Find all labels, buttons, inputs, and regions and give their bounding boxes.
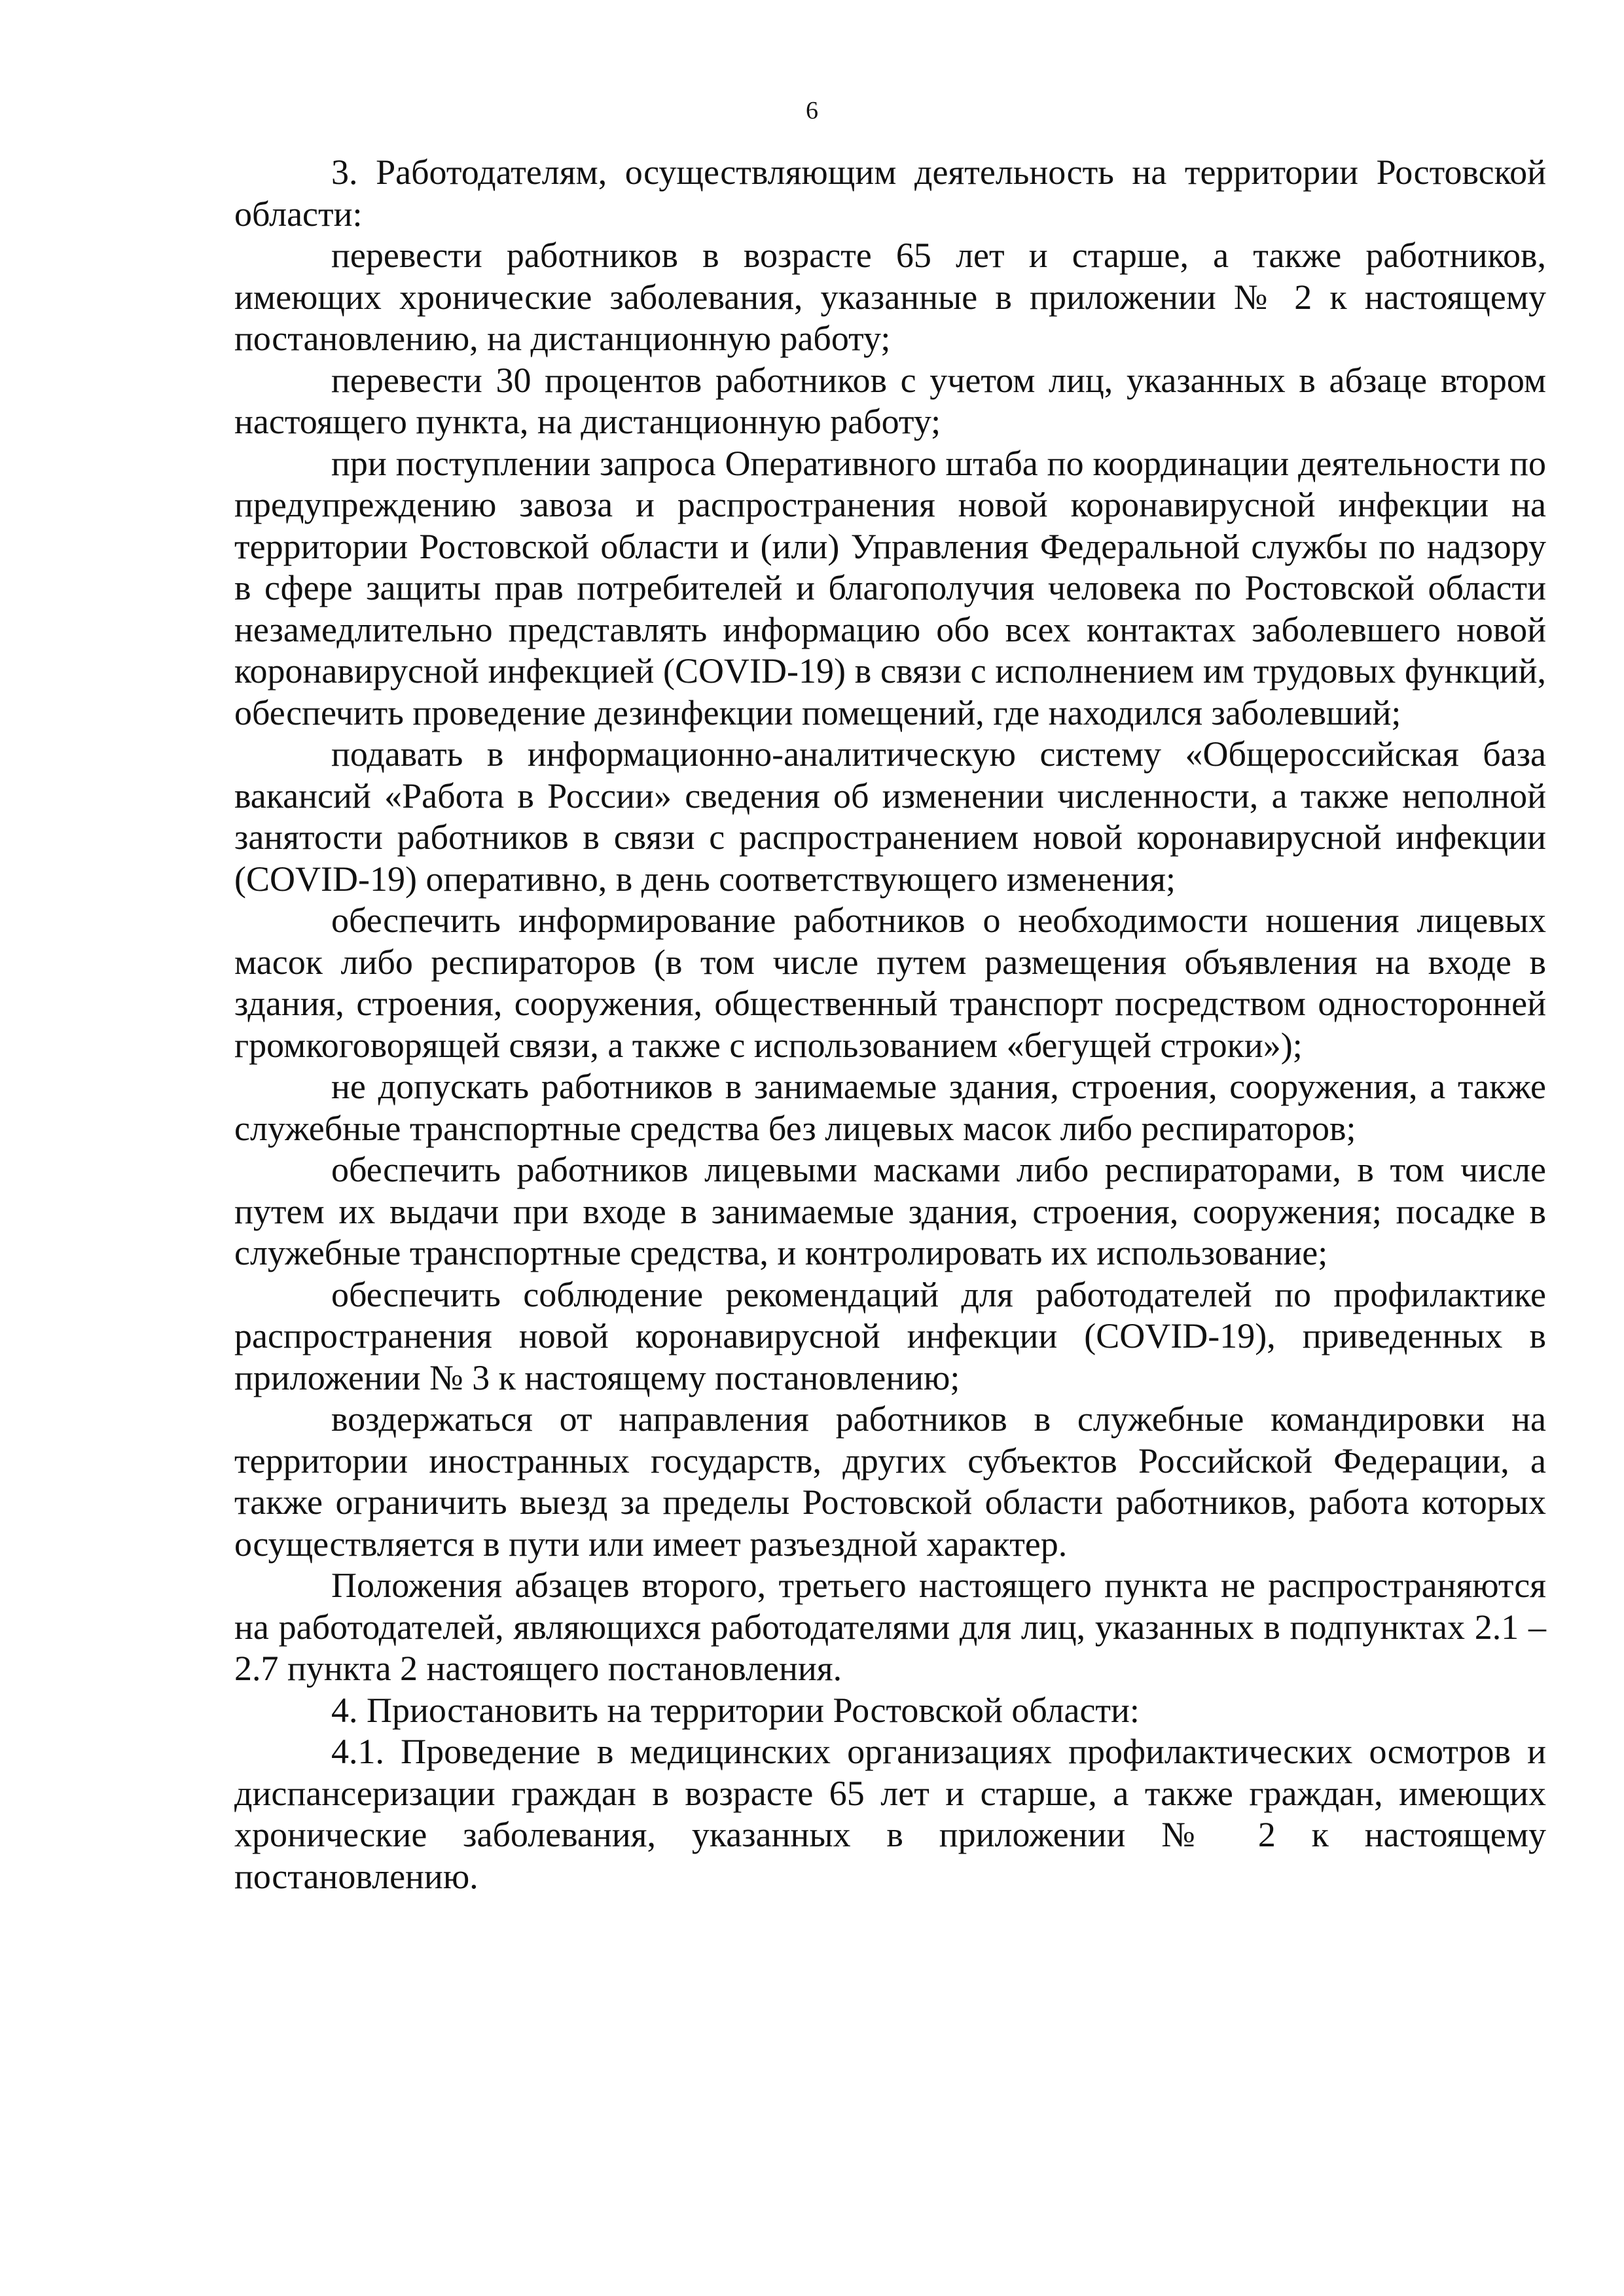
- paragraph-item-4-intro: 4. Приостановить на территории Ростовской области:: [331, 1690, 1140, 1730]
- paragraph-vacancy-database: подавать в информационно-аналитическую систему «Общероссийская база вакансий «Работа в России» сведения об изменении численности, а также неполной занятости работников в связи с распространением новой коронавирусной инфекции (COVID-19) оперативно, в день соответствующего изменения;: [234, 734, 1546, 899]
- paragraph-no-mask-no-entry: не допускать работников в занимаемые здания, строения, сооружения, а также служебные транспортные средства без лицевых масок либо респираторов;: [234, 1067, 1546, 1148]
- paragraph-item-3-intro: 3. Работодателям, осуществляющим деятельность на территории Ростовской области:: [234, 152, 1546, 234]
- paragraph-item-4-1: 4.1. Проведение в медицинских организациях профилактических осмотров и диспансеризации граждан в возрасте 65 лет и старше, а также граждан, имеющих хронические заболевания, указанных в приложении № 2 к настоящему постановлению.: [234, 1732, 1546, 1896]
- page-number: 6: [806, 97, 818, 124]
- paragraph-mask-informing: обеспечить информирование работников о необходимости ношения лицевых масок либо респираторов (в том числе путем размещения объявления на входе в здания, строения, сооружения, общественный транспорт посредством односторонней громкоговорящей связи, а также с использованием «бегущей строки»);: [234, 901, 1546, 1065]
- paragraph-business-trips: воздержаться от направления работников в служебные командировки на территории иностранных государств, других субъектов Российской Федерации, а также ограничить выезд за пределы Ростовской области работников, работа которых осуществляется в пути или имеет разъездной характер.: [234, 1399, 1546, 1564]
- paragraph-employer-recommendations: обеспечить соблюдение рекомендаций для работодателей по профилактике распространения новой коронавирусной инфекции (COVID-19), приведенных в приложении № 3 к настоящему постановлению;: [234, 1274, 1546, 1397]
- paragraph-exceptions: Положения абзацев второго, третьего настоящего пункта не распространяются на работодателей, являющихся работодателями для лиц, указанных в подпунктах 2.1 – 2.7 пункта 2 настоящего постановления.: [234, 1566, 1546, 1688]
- paragraph-remote-work-30-percent: перевести 30 процентов работников с учетом лиц, указанных в абзаце втором настоящего пункта, на дистанционную работу;: [234, 360, 1546, 441]
- paragraph-provide-masks: обеспечить работников лицевыми масками либо респираторами, в том числе путем их выдачи при входе в занимаемые здания, строения, сооружения; посадке в служебные транспортные средства, и контролировать их использование;: [234, 1150, 1546, 1272]
- paragraph-remote-work-65-plus: перевести работников в возрасте 65 лет и старше, а также работников, имеющих хронические заболевания, указанные в приложении № 2 к настоящему постановлению, на дистанционную работу;: [234, 236, 1546, 358]
- paragraph-contacts-information: при поступлении запроса Оперативного штаба по координации деятельности по предупреждению завоза и распространения новой коронавирусной инфекции на территории Ростовской области и (или) Управления Федеральной службы по надзору в сфере защиты прав потребителей и благополучия человека по Ростовской области незамедлительно представлять информацию обо всех контактах заболевшего новой коронавирусной инфекцией (COVID-19) в связи с исполнением им трудовых функций, обеспечить проведение дезинфекции помещений, где находился заболевший;: [234, 443, 1546, 732]
- document-body: [234, 152, 1546, 1897]
